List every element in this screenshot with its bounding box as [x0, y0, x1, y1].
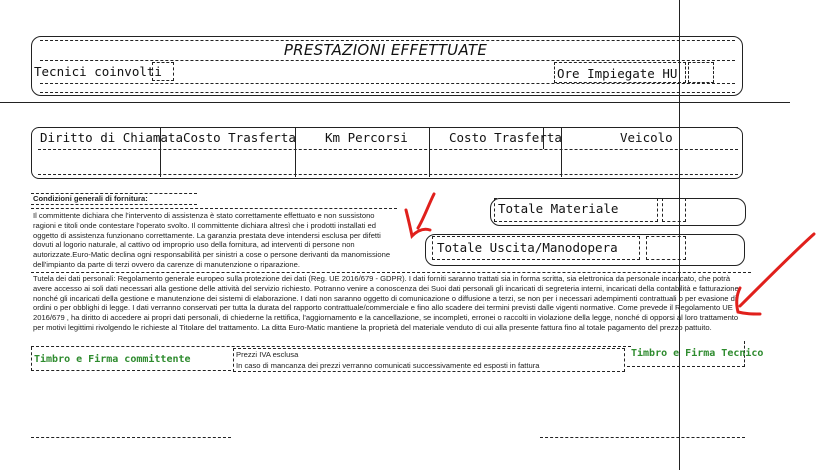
privacy-text: Tutela dei dati personali: Regolamento generale europeo sulla protezione dei dati (Reg. UE 2016/679 - GDPR). I dati forniti saranno trattati sia in forma scritta, sia elettronica da personale incaricato, che potrà avere accesso ai soli dati necessari alla gestione delle attività del servizio richiesto. Potranno venire a conoscenza dei Suoi dati personali gli incaricati di segreteria interni, incaricati della contabilità e fatturazione nonché gli incaricati della gestione e manutenzione dei sistemi di elaborazione. I dati non saranno oggetto di comunicazione o diffusione a terzi, se non per i necessari adempimenti contrattuali o per evasione di ordini o per obblighi di legge. I dati verranno conservati per tutta la durata del rapporto contrattuale/commerciale e fino allo scadere dei termini previsti dalle vigenti normative. Come prevede il Regolamento UE 2016/679 , ha diritto di accedere ai propri dati personali, di chiederne la rettifica, l'aggiornamento e la cancellazione, se incompleti, erronei o raccolti in violazione della legge, nonché di opporsi al loro trattamento per motivi legittimi rivolgendo le richieste al Titolare del trattamento. La ditta Euro-Matic mantiene la proprietà del materiale venduto di cui alla presente fattura fino al totale pagamento del prezzo pattuito.: [33, 274, 739, 332]
timbro-committente-label: Timbro e Firma committente: [34, 354, 191, 365]
tecnici-label: Tecnici coinvolti: [34, 64, 162, 79]
prezzi-line-2: In caso di mancanza dei prezzi verranno comunicati successivamente ed esposti in fattura: [236, 361, 540, 370]
totale-uscita-field[interactable]: [646, 236, 686, 260]
totale-materiale-label: Totale Materiale: [498, 201, 619, 216]
header-dash-bottom: [40, 92, 735, 93]
horizontal-divider: [0, 102, 790, 103]
totale-materiale-field[interactable]: [662, 198, 686, 222]
costo-trasferta-label: Costo Trasferta: [183, 130, 296, 145]
prezzi-line-1: Prezzi IVA esclusa: [236, 350, 299, 359]
costs-dash-mid: [38, 149, 738, 150]
timbro-tecnico-label: Timbro e Firma Tecnico: [631, 348, 764, 359]
ore-label: Ore Impiegate HU: [557, 66, 678, 81]
ore-field[interactable]: [688, 62, 714, 83]
header-dash-mid: [40, 60, 735, 61]
costs-dash-bottom: [38, 174, 738, 175]
annotation-arrow-2-icon: [726, 230, 818, 320]
conditions-heading: Condizioni generali di fornitura:: [33, 194, 148, 203]
tecnici-field[interactable]: [152, 62, 174, 81]
totale-uscita-label: Totale Uscita/Manodopera: [437, 240, 618, 255]
conditions-dash-1: [31, 208, 397, 209]
km-percorsi-label: Km Percorsi: [325, 130, 408, 145]
costs-dash-top: [38, 127, 738, 128]
costs-sep-3: [429, 127, 430, 177]
page-title: PRESTAZIONI EFFETTUATE: [283, 41, 488, 59]
header-dash-low: [40, 83, 735, 84]
signature-line-right: [540, 437, 745, 438]
signature-line-left: [31, 437, 231, 438]
diritto-chiamata-label: Diritto di Chiamata: [40, 130, 183, 145]
conditions-dash-2: [31, 272, 751, 273]
conditions-text: Il committente dichiara che l'intervento di assistenza è stato correttamente effettuato e non sussistono ragioni e titoli onde contestare l'operato svolto. Il committente dichiara altresì che i prodotti installati ed oggetto di assistenza funzionano correttamente. La garanzia prestata deve intendersi esclusa per difetti dovuti al logorio naturale, al cattivo od improprio uso della fornitura, ad interventi di persone non autorizzate.Euro-Matic declina ogni responsabilità per sinistri a cose o persone derivanti da manomissione dell'impianto da parte di terzi ovvero da carenze di manutenzione o riparazione.: [33, 211, 391, 269]
costo-trasferta-2-label: Costo Trasferta: [449, 130, 562, 145]
veicolo-label: Veicolo: [620, 130, 673, 145]
